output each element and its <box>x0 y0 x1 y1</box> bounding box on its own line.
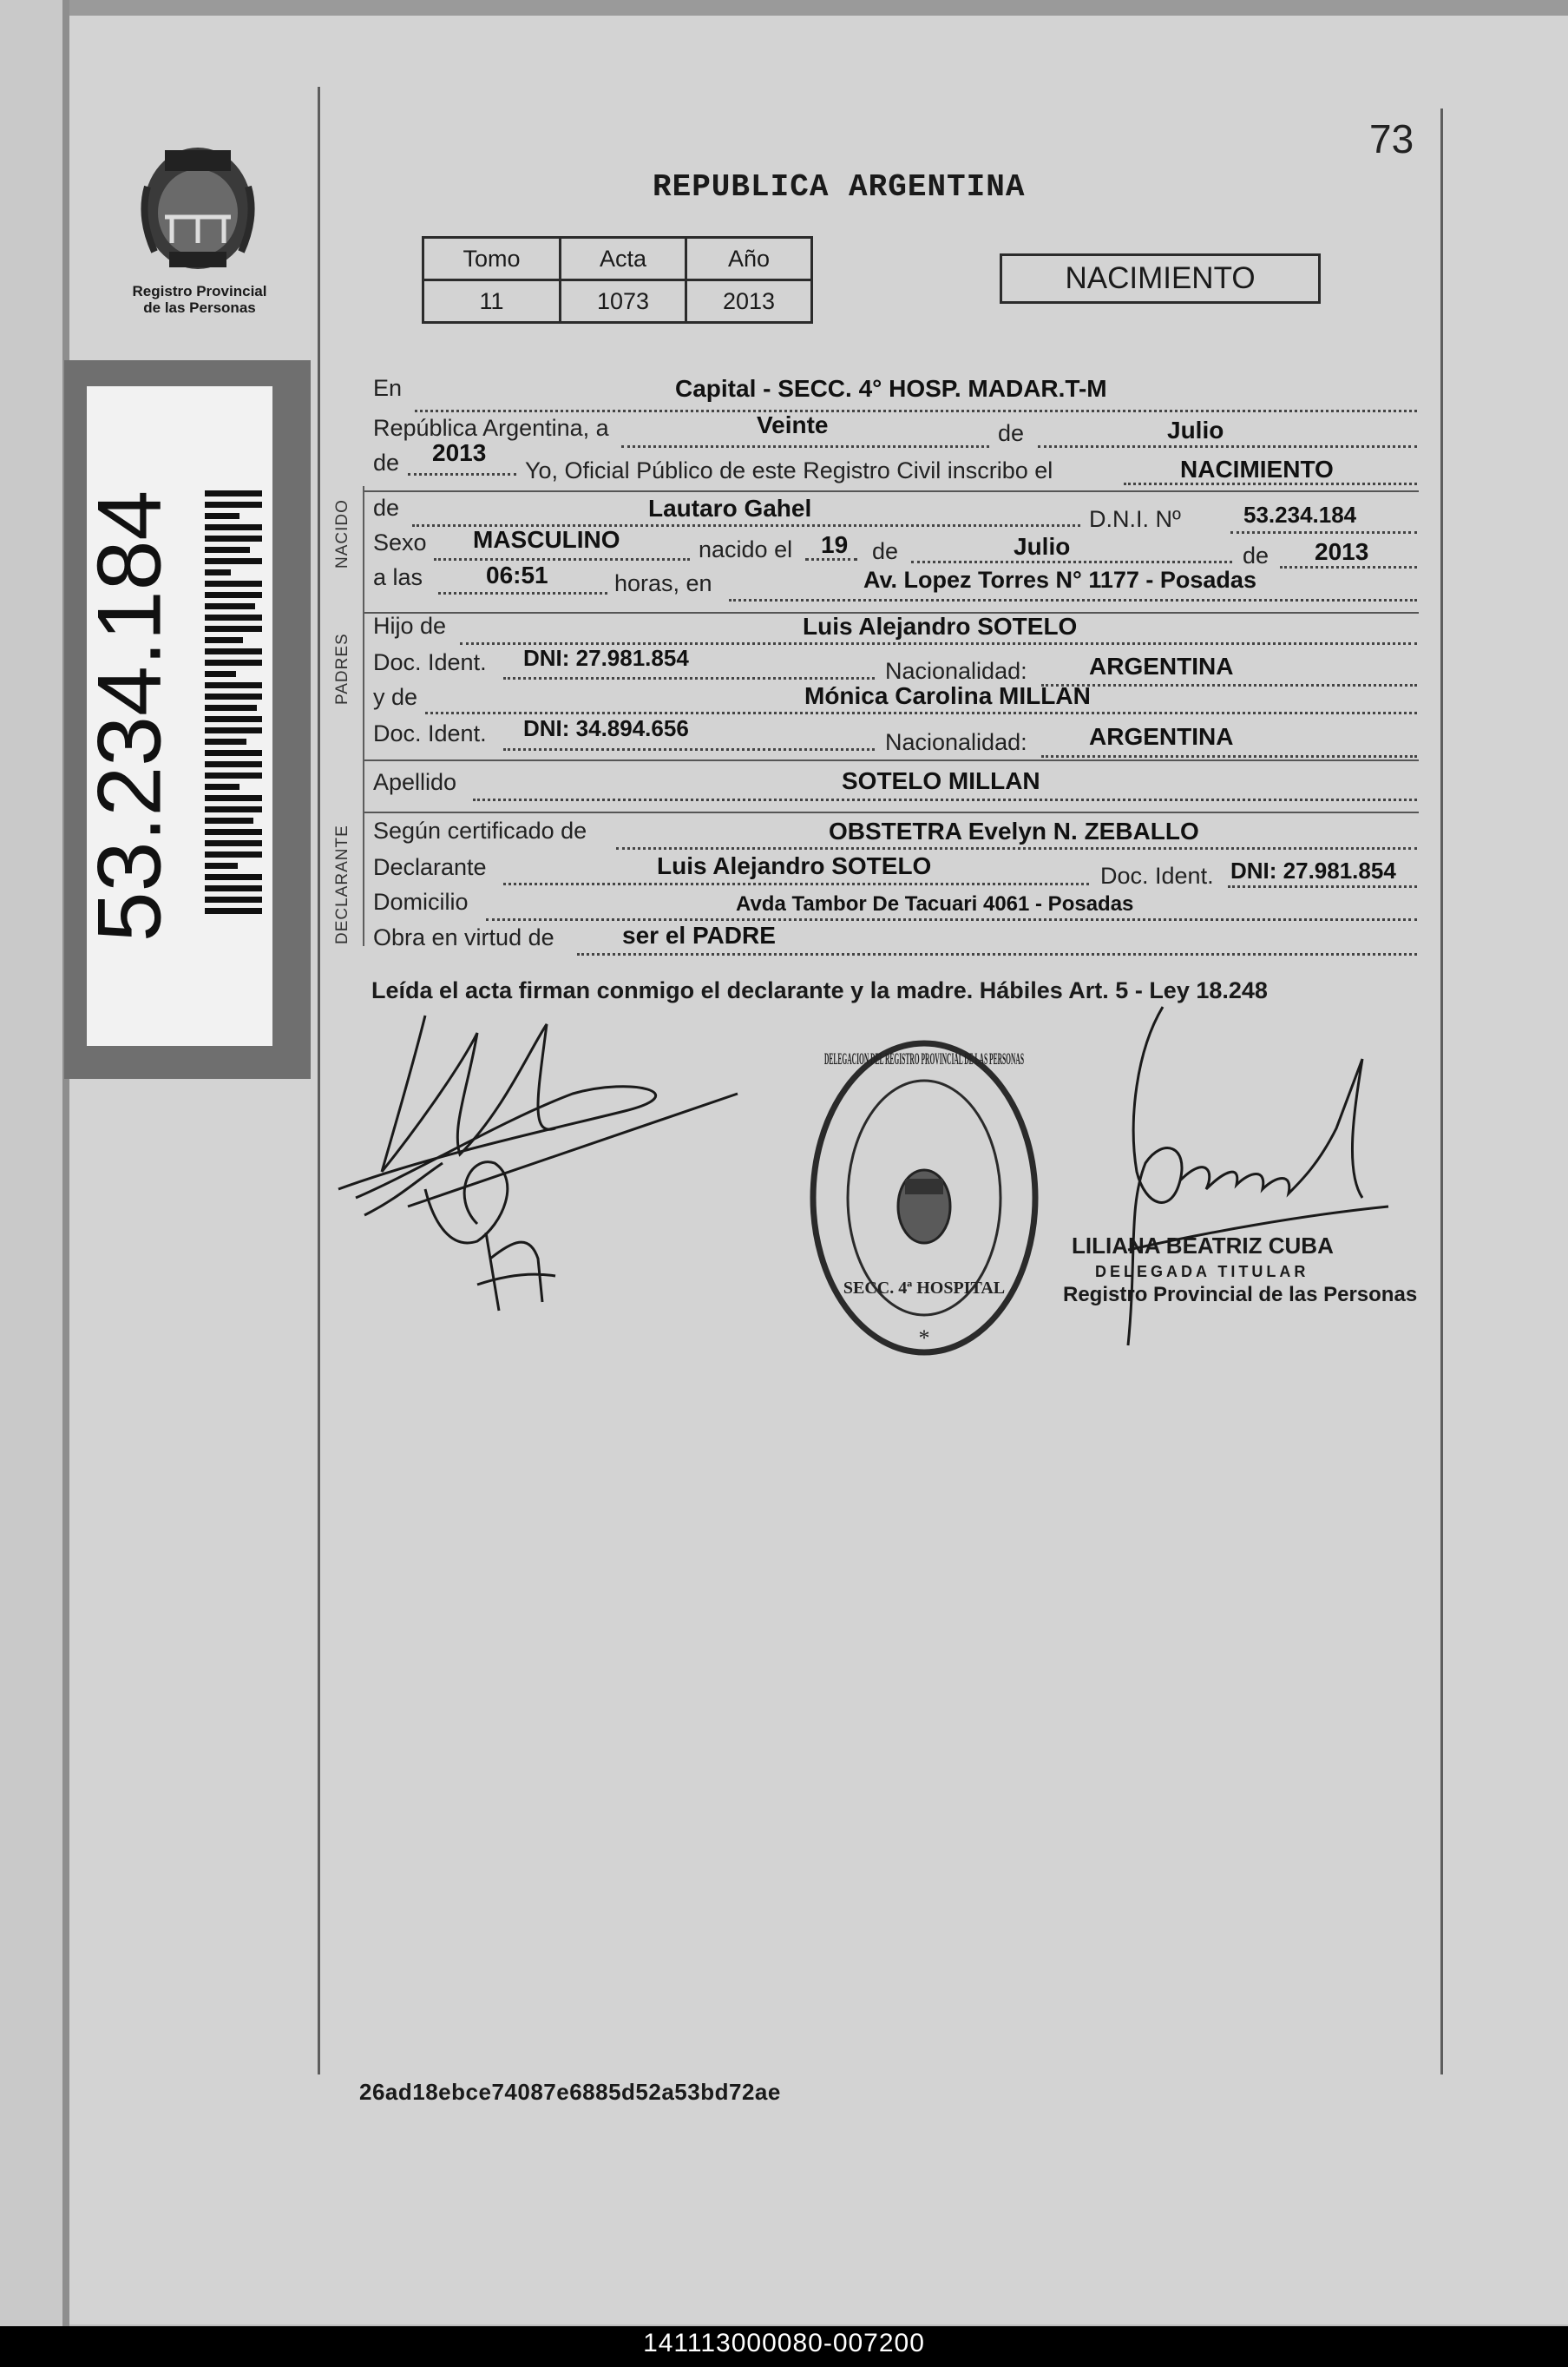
barcode-bar <box>205 648 262 654</box>
declarante-label: Declarante <box>373 854 487 880</box>
side-label-nacido: NACIDO <box>333 499 351 569</box>
nombre-value: Lautaro Gahel <box>648 495 812 522</box>
barcode-bar <box>205 727 262 733</box>
side-label-padres: PADRES <box>333 633 351 705</box>
page-number: 73 <box>1369 116 1414 161</box>
anio-header: Año <box>686 238 812 280</box>
official-signature <box>1076 998 1406 1363</box>
nombre-label: de <box>373 495 400 521</box>
apellido-label: Apellido <box>373 769 457 795</box>
barcode-bar <box>205 897 262 903</box>
acta-value: 1073 <box>561 280 686 323</box>
scan-footer-id: 141113000080-007200 <box>643 2329 925 2357</box>
barcode-bar <box>205 851 262 858</box>
nac-dia-value: 19 <box>821 531 849 558</box>
madre-dots <box>425 712 1417 714</box>
barcode-bar <box>205 603 255 609</box>
svg-text:*: * <box>918 1325 930 1351</box>
barcode-bar <box>205 874 262 880</box>
apellido-dots <box>473 799 1417 801</box>
closing-statement: Leída el acta firman conmigo el declarante y la madre. Hábiles Art. 5 - Ley 18.248 <box>371 977 1268 1003</box>
declarante-dots <box>503 883 1089 885</box>
barcode-bars <box>205 490 262 924</box>
logo-caption <box>113 283 286 316</box>
barcode-bar <box>205 840 262 846</box>
barcode-bar <box>205 795 262 801</box>
obra-label: Obra en virtud de <box>373 924 554 950</box>
barcode-bar <box>205 694 262 700</box>
barcode-bar <box>205 581 262 587</box>
de-label-2: de <box>373 450 400 476</box>
barcode-number: 53.234.184 <box>79 490 180 943</box>
de-label: de <box>998 420 1025 446</box>
padre-doc-value: DNI: 27.981.854 <box>523 645 689 671</box>
madre-nac-dots <box>1041 755 1417 758</box>
barcode-bar <box>205 626 262 632</box>
tomo-value: 11 <box>423 280 561 323</box>
barcode-bar <box>205 547 250 553</box>
nac-anio-dots <box>1280 566 1417 569</box>
acta-header: Acta <box>561 238 686 280</box>
lugar-value: Av. Lopez Torres N° 1177 - Posadas <box>863 567 1256 593</box>
barcode-bar <box>205 671 236 677</box>
certificado-label: Según certificado de <box>373 818 587 844</box>
registry-stamp <box>803 1033 1046 1363</box>
stamp-inner-text: SECC. 4ª HOSPITAL <box>843 1279 1006 1298</box>
barcode-bar <box>205 885 262 891</box>
yde-label: y de <box>373 684 418 710</box>
nac-anio-value: 2013 <box>1315 538 1369 565</box>
sexo-dots <box>434 558 690 561</box>
province-seal-logo <box>130 135 278 282</box>
nac-de-label: de <box>872 538 899 564</box>
barcode-bar <box>205 829 262 835</box>
barcode-bar <box>205 761 262 767</box>
right-margin-line <box>1440 108 1443 2074</box>
country-title: REPUBLICA ARGENTINA <box>653 169 1026 205</box>
logo-caption-line1: Registro Provincial <box>132 283 267 299</box>
padre-nac-dots <box>1041 684 1417 687</box>
declarante-doc-label: Doc. Ident. <box>1100 863 1214 889</box>
certificado-dots <box>616 847 1417 850</box>
inscribo-value: NACIMIENTO <box>1180 456 1334 483</box>
lugar-dots <box>729 599 1417 602</box>
declarante-doc-dots <box>1228 885 1417 888</box>
domicilio-dots <box>486 918 1417 921</box>
official-org: Registro Provincial de las Personas <box>1063 1283 1418 1306</box>
hora-value: 06:51 <box>486 562 548 588</box>
padre-value: Luis Alejandro SOTELO <box>803 613 1078 640</box>
barcode-bar <box>205 682 262 688</box>
nac-mes-value: Julio <box>1014 533 1071 560</box>
facing-page <box>0 0 65 2326</box>
dni-value: 53.234.184 <box>1243 502 1357 528</box>
certificado-value: OBSTETRA Evelyn N. ZEBALLO <box>829 818 1199 845</box>
official-name: LILIANA BEATRIZ CUBA <box>1072 1233 1334 1259</box>
stamp-outer-text: DELEGACION DEL REGISTRO PROVINCIAL DE LAS PERSONAS <box>824 1050 1024 1068</box>
barcode-bar <box>205 806 262 812</box>
hijo-label: Hijo de <box>373 613 447 639</box>
declarant-signature <box>330 998 746 1328</box>
scan-top-edge <box>0 0 1568 16</box>
barcode-bar <box>205 558 262 564</box>
declarante-doc-value: DNI: 27.981.854 <box>1230 858 1396 884</box>
padre-nac-label: Nacionalidad: <box>885 658 1027 684</box>
separator-apellido <box>364 759 1419 761</box>
section-bracket-line <box>363 486 364 946</box>
logo-caption-line2: de las Personas <box>143 299 256 316</box>
en-dots <box>415 410 1417 412</box>
record-type-box: NACIMIENTO <box>1000 253 1321 304</box>
domicilio-value: Avda Tambor De Tacuari 4061 - Posadas <box>736 892 1134 916</box>
anio-value: 2013 <box>686 280 812 323</box>
barcode-bar <box>205 705 257 711</box>
dni-label: D.N.I. Nº <box>1089 506 1181 532</box>
book-spine <box>62 0 69 2326</box>
madre-value: Mónica Carolina MILLAN <box>804 682 1091 709</box>
domicilio-label: Domicilio <box>373 889 469 915</box>
document-hash: 26ad18ebce74087e6885d52a53bd72ae <box>359 2079 781 2105</box>
republica-label: República Argentina, a <box>373 415 609 441</box>
separator-declarante <box>364 812 1419 813</box>
madre-nac-value: ARGENTINA <box>1089 723 1234 750</box>
register-table <box>422 236 813 324</box>
madre-doc-dots <box>503 748 875 751</box>
en-value: Capital - SECC. 4° HOSP. MADAR.T-M <box>675 375 1107 402</box>
barcode-bar <box>205 739 246 745</box>
tomo-header: Tomo <box>423 238 561 280</box>
padre-doc-label: Doc. Ident. <box>373 649 487 675</box>
mes-value: Julio <box>1167 417 1224 444</box>
nac-de-label-2: de <box>1243 542 1269 569</box>
sexo-label: Sexo <box>373 529 427 556</box>
barcode-bar <box>205 716 262 722</box>
hora-dots <box>438 592 607 595</box>
barcode-bar <box>205 750 262 756</box>
madre-doc-value: DNI: 34.894.656 <box>523 715 689 741</box>
separator-nacido <box>364 490 1419 492</box>
barcode-bar <box>205 524 262 530</box>
obra-dots <box>577 953 1417 956</box>
barcode-bar <box>205 536 262 542</box>
barcode-bar <box>205 502 262 508</box>
anio-dots <box>408 473 516 476</box>
dia-value: Veinte <box>757 411 829 438</box>
en-label: En <box>373 375 403 401</box>
anio-value-text: 2013 <box>432 439 487 466</box>
dni-dots <box>1230 531 1417 534</box>
barcode-bar <box>205 592 262 598</box>
obra-value: ser el PADRE <box>622 922 776 949</box>
barcode-bar <box>205 784 239 790</box>
madre-doc-label: Doc. Ident. <box>373 720 487 746</box>
dia-dots <box>621 445 989 448</box>
barcode-bar <box>205 660 262 666</box>
barcode-bar <box>205 773 262 779</box>
barcode-bar <box>205 818 253 824</box>
padre-nac-value: ARGENTINA <box>1089 653 1234 680</box>
yo-text: Yo, Oficial Público de este Registro Civil inscribo el <box>525 457 1053 483</box>
apellido-value: SOTELO MILLAN <box>842 767 1040 794</box>
side-label-declarante: DECLARANTE <box>333 825 351 944</box>
nac-mes-dots <box>911 561 1232 563</box>
alas-label: a las <box>373 564 423 590</box>
sexo-value: MASCULINO <box>473 526 620 553</box>
mes-dots <box>1038 445 1417 448</box>
padre-doc-dots <box>503 677 875 680</box>
left-margin-line <box>318 87 320 2074</box>
nacido-label: nacido el <box>699 536 793 562</box>
barcode-bar <box>205 569 231 575</box>
official-role: DELEGADA TITULAR <box>1095 1263 1309 1280</box>
horas-label: horas, en <box>614 570 712 596</box>
madre-nac-label: Nacionalidad: <box>885 729 1027 755</box>
barcode-bar <box>205 513 239 519</box>
barcode-bar <box>205 615 262 621</box>
barcode-bar <box>205 490 262 496</box>
barcode-bar <box>205 637 243 643</box>
barcode-bar <box>205 863 238 869</box>
declarante-value: Luis Alejandro SOTELO <box>657 852 932 879</box>
barcode-bar <box>205 908 262 914</box>
